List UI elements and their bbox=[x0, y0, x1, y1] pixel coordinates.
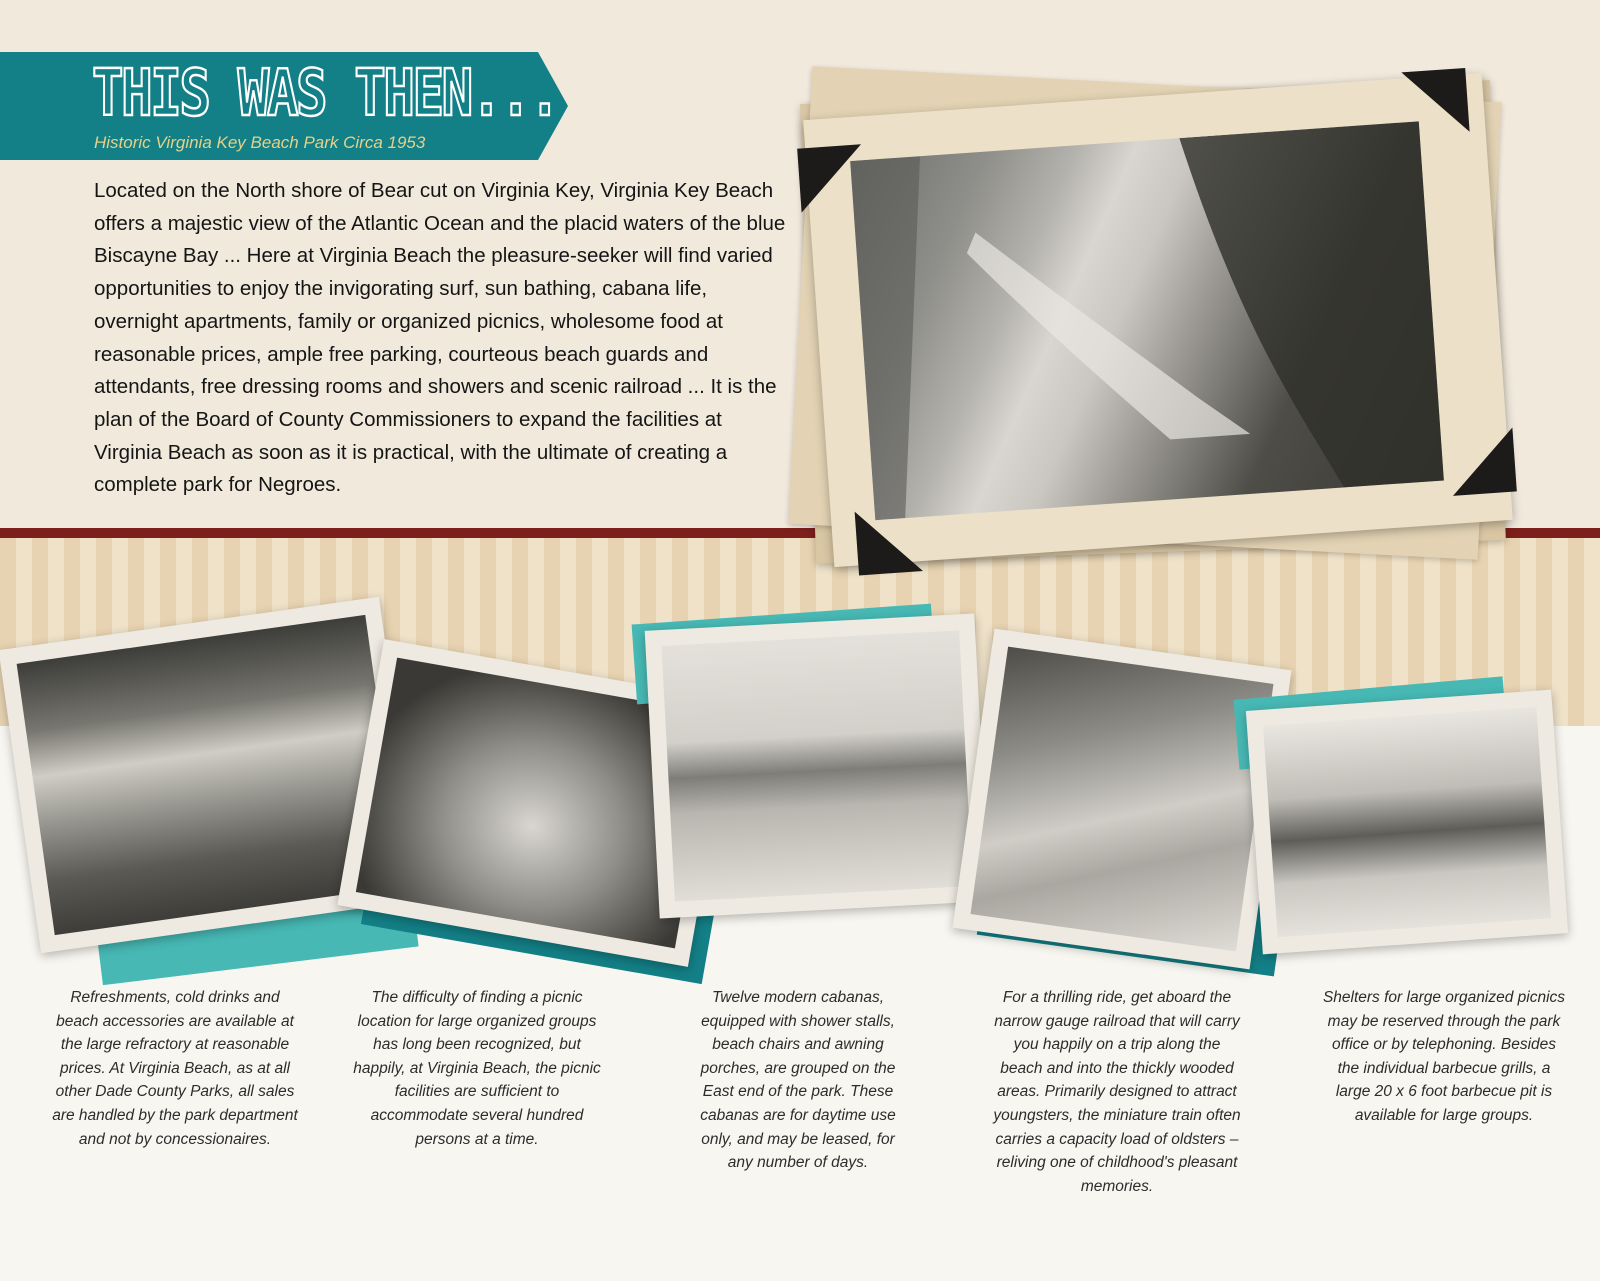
caption-refreshments: Refreshments, cold drinks and beach accessories are available at the large refractory at reasonable prices. At Virginia Beach, as at all other Dade County Parks, all sales are handled by the park department and not by concessionaires. bbox=[52, 989, 298, 1148]
caption-shelters: Shelters for large organized picnics may be reserved through the park office or by telephoning. Besides the individual barbecue grills, a large 20 x 6 foot barbecue pit is available for large groups. bbox=[1322, 989, 1566, 1124]
cabanas-image bbox=[662, 630, 973, 901]
photo-picnic-shelters bbox=[1246, 690, 1568, 955]
aerial-beach-photo bbox=[850, 121, 1444, 520]
photo-corner-bottom-right bbox=[1449, 428, 1517, 496]
photo-corner-bottom-left bbox=[855, 507, 923, 575]
photo-cabanas bbox=[645, 614, 990, 919]
photo-corner-top-left bbox=[797, 144, 865, 212]
miniature-train-image bbox=[971, 647, 1274, 952]
picnic-shelters-image bbox=[1263, 707, 1551, 938]
caption-picnic: The difficulty of finding a picnic location for large organized groups has long been recognized, but happily, at Virginia Beach, the picnic facilities are sufficient to accommodate several hundred persons at a time. bbox=[353, 989, 601, 1148]
page-title: THIS WAS THEN... bbox=[92, 57, 559, 131]
page-subtitle: Historic Virginia Key Beach Park Circa 1953 bbox=[94, 133, 426, 152]
photo-corner-top-right bbox=[1401, 68, 1469, 136]
photo-miniature-train bbox=[952, 629, 1291, 970]
intro-paragraph: Located on the North shore of Bear cut on Virginia Key, Virginia Key Beach offers a majestic view of the Atlantic Ocean and the placid waters of the blue Biscayne Bay ... Here at Virginia Beach the pleasure-seeker will find varied opportunities to enjoy the invigorating surf, sun bathing, cabana life, overnight apartments, family or organized picnics, wholesome food at reasonable prices, ample free parking, courteous beach guards and attendants, free dressing rooms and showers and scenic railroad ... It is the plan of the Board of County Commissioners to expand the facilities at Virginia Beach as soon as it is practical, with the ultimate of creating a complete park for Negroes. bbox=[94, 179, 786, 497]
caption-cabanas: Twelve modern cabanas, equipped with shower stalls, beach chairs and awning porches, are grouped on the East end of the park. These cabanas are for daytime use only, and may be leased, for any number of days. bbox=[700, 989, 896, 1172]
aerial-photo-frame bbox=[803, 73, 1513, 567]
caption-train: For a thrilling ride, get aboard the narrow gauge railroad that will carry you happily on a trip along the beach and into the thickly wooded areas. Primarily designed to attract youngsters, the miniature train often carries a capacity load of oldsters – reliving one of childhood's pleasant memories. bbox=[993, 989, 1241, 1195]
